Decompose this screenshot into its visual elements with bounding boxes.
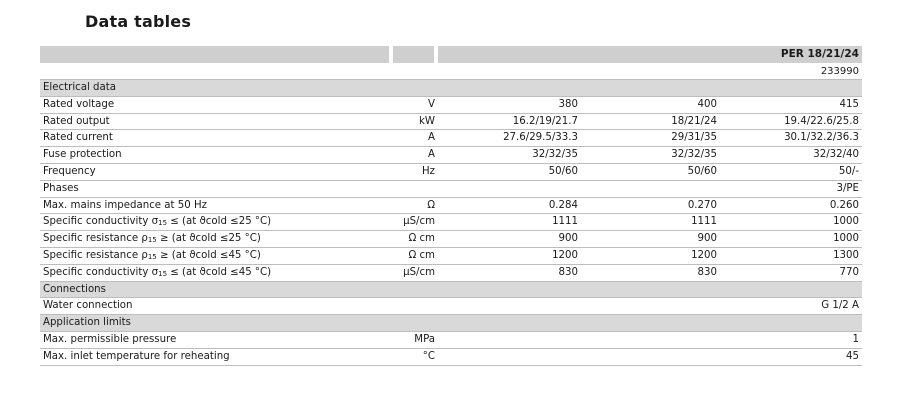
table-header-code-row — [40, 63, 862, 80]
table-row — [40, 349, 862, 366]
table-row — [40, 231, 862, 248]
value-415v: 415 — [839, 98, 859, 110]
value-415v: 1000 — [833, 216, 859, 228]
value-380v: 1111 — [552, 216, 578, 228]
row-label: Water connection — [43, 300, 133, 312]
row-unit: Hz — [421, 165, 435, 177]
table-row — [40, 198, 862, 215]
row-unit: Ω — [427, 199, 435, 211]
table-row — [40, 248, 862, 265]
value-380v: 32/32/35 — [532, 149, 578, 161]
value-415v: 19.4/22.6/25.8 — [784, 115, 859, 127]
value-380v — [438, 181, 578, 197]
row-unit: µS/cm — [403, 216, 435, 228]
value-400v: 50/60 — [687, 165, 717, 177]
model-name: PER 18/21/24 — [780, 48, 859, 60]
value-400v: 18/21/24 — [671, 115, 717, 127]
value-415v: 50/- — [838, 165, 859, 177]
value-380v: 900 — [558, 233, 578, 245]
table-header-model-row — [40, 46, 862, 63]
row-label: Fuse protection — [43, 149, 122, 161]
table-row — [40, 298, 862, 315]
value-415v: 1000 — [833, 233, 859, 245]
page-title: Data tables — [85, 12, 192, 31]
section-electrical-data — [40, 80, 862, 97]
row-label: Specific conductivity $\sigma_{15} \le (at$ ϑcold ≤25 °C) — [43, 216, 272, 228]
row-label: Frequency — [43, 165, 96, 177]
section-label: Application limits — [43, 317, 131, 329]
row-label: Specific resistance $\rho_{15} \ge (at$ ϑcold ≤45 °C) — [43, 249, 261, 261]
row-label: Rated output — [43, 115, 110, 127]
value-400v — [581, 181, 717, 197]
row-unit: µS/cm — [403, 266, 435, 278]
value-415v: 1 — [852, 333, 859, 345]
value-400v: 900 — [697, 233, 717, 245]
section-label: Electrical data — [43, 82, 117, 93]
row-label: Specific conductivity $\sigma_{15} \le (at$ ϑcold ≤45 °C) — [43, 266, 272, 278]
value-380v: 380 — [558, 98, 578, 110]
section-connections — [40, 282, 862, 299]
value-400v: 32/32/35 — [671, 149, 717, 161]
value-415v: 30.1/32.2/36.3 — [784, 132, 859, 144]
row-unit: Ω cm — [408, 249, 435, 261]
value-400v: 1200 — [691, 249, 717, 261]
value-380v: 830 — [558, 266, 578, 278]
row-label: Max. mains impedance at 50 Hz — [43, 199, 207, 211]
value-415v: 3/PE — [836, 182, 859, 194]
row-label: Max. permissible pressure — [43, 333, 177, 345]
table-row — [40, 332, 862, 349]
table-row — [40, 265, 862, 282]
row-unit: kW — [419, 115, 435, 127]
value-400v: 400 — [697, 98, 717, 110]
row-label: Max. inlet temperature for reheating — [43, 350, 230, 362]
value-400v: 830 — [697, 266, 717, 278]
row-label: Specific resistance $\rho_{15} \ge (at$ ϑcold ≤25 °C) — [43, 233, 261, 245]
value-415v: 0.260 — [829, 199, 859, 211]
row-label: Phases — [43, 182, 79, 194]
section-label: Connections — [43, 283, 106, 295]
row-unit: Ω cm — [408, 233, 435, 245]
data-table — [40, 46, 862, 366]
row-unit: A — [428, 149, 435, 161]
value-380v: 16.2/19/21.7 — [512, 115, 578, 127]
value-400v: 0.270 — [687, 199, 717, 211]
table-row — [40, 114, 862, 131]
value-415v: 32/32/40 — [813, 149, 859, 161]
value-415v: G 1/2 A — [821, 300, 859, 312]
table-row — [40, 130, 862, 147]
value-380v: 1200 — [552, 249, 578, 261]
row-label: Rated voltage — [43, 98, 115, 110]
table-row — [40, 147, 862, 164]
value-380v: 0.284 — [548, 199, 578, 211]
section-application-limits — [40, 315, 862, 332]
order-code: 233990 — [820, 66, 859, 77]
row-unit: MPa — [414, 333, 435, 345]
value-400v: 1111 — [691, 216, 717, 228]
value-380v: 50/60 — [548, 165, 578, 177]
row-unit — [392, 181, 435, 197]
value-400v: 29/31/35 — [671, 132, 717, 144]
row-unit: V — [428, 98, 435, 110]
row-unit: °C — [422, 350, 435, 362]
table-row — [40, 214, 862, 231]
row-label: Rated current — [43, 132, 113, 144]
row-unit — [392, 298, 435, 314]
table-row — [40, 97, 862, 114]
table-row — [40, 181, 862, 198]
row-unit: A — [428, 132, 435, 144]
value-415v: 45 — [846, 350, 859, 362]
value-415v: 1300 — [833, 249, 859, 261]
value-415v: 770 — [839, 266, 859, 278]
table-row — [40, 164, 862, 181]
value-380v: 27.6/29.5/33.3 — [503, 132, 578, 144]
